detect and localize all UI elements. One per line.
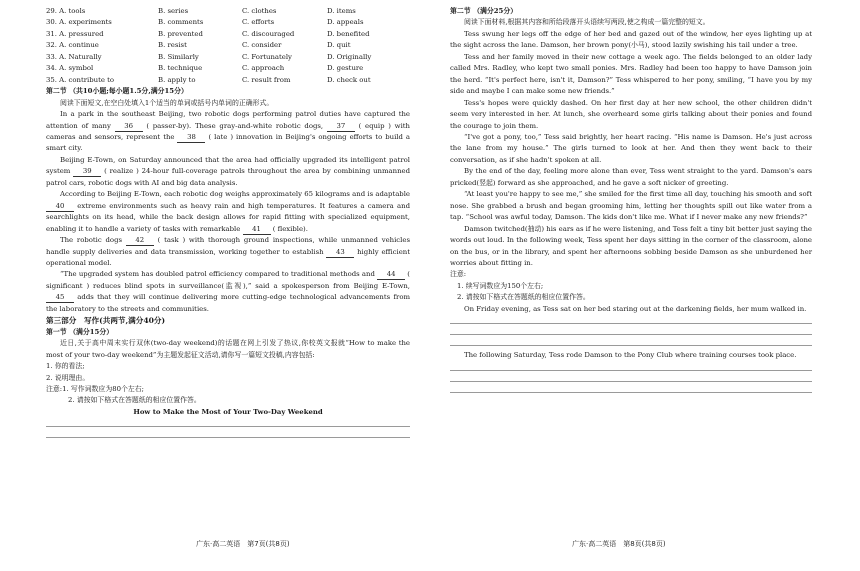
blank-41[interactable]: 41 (243, 225, 271, 235)
section2-heading: 第二节 （共10小题;每小题1.5分,满分15分） (46, 87, 188, 96)
answer-line[interactable] (450, 326, 812, 335)
question-option: B. series (158, 7, 189, 15)
question-option: D. items (327, 7, 356, 15)
question-option: B. prevented (158, 29, 203, 38)
answer-line[interactable] (450, 384, 812, 393)
continuation-start-1: On Friday evening, as Tess sat on her bed staring out at the darkening fields, her mum walked in. (464, 304, 807, 313)
question-option: C. efforts (242, 18, 275, 27)
blank-36[interactable]: 36 (115, 122, 143, 132)
note-2: 2. 请按如下格式在答题纸的相应位置作答。 (68, 396, 201, 405)
passage-paragraph: Beijing E-Town, on Saturday announced that the area had officially upgraded its intelligent patrol system 39 ( realize ) 24-hour full-coverage patrols throughout the area by combining unmanned patrol cars, robotic dogs with AI and big data analysis. (46, 155, 410, 187)
blank-37[interactable]: 37 (327, 122, 355, 132)
story-paragraph: Damson twitched(抽动) his ears as if he were listening, and Tess felt a tiny bit better just saying the words out loud. In the following week, Tess spent her days sitting in the corner of the classroom, alone on the bus, or in the library, and spent her afternoons sobbing beside Damson as she unburdened her worries about fitting in. (450, 224, 812, 267)
continuation-start-2: The following Saturday, Tess rode Damson to the Pony Club where training courses took place. (464, 351, 797, 360)
question-option: C. clothes (242, 7, 277, 15)
passage-paragraph: In a park in the southeast Beijing, two robotic dogs performing patrol duties have captured the attention of many 36 ( passer-by). These gray-and-white robotic dogs, 37 ( equip ) with cameras and sensors, represent the 38 ( late ) innovation in Beijing's ongoing efforts to build a smart city. (46, 110, 410, 153)
blank-42[interactable]: 42 (126, 236, 154, 246)
question-option: B. apply to (158, 75, 196, 84)
blank-44[interactable]: 44 (377, 270, 405, 280)
continuation-heading: 第二节 （满分25分） (450, 7, 518, 15)
question-option: C. consider (242, 41, 282, 50)
story-paragraph: Tess and her family moved in their new cottage a week ago. The fields belonged to an older lady called Mrs. Radley, who kept two small ponies. Mrs. Radley had been too happy to have Damson join the herd. “It's perfect here, isn't it, Damson?” Tess whispered to her pony, smiling, “I have you by my side and maybe I can make some new friends.” (450, 52, 812, 96)
answer-line[interactable] (450, 337, 812, 346)
question-option: C. Fortunately (242, 52, 292, 61)
question-option-a: 30. A. experiments (46, 18, 112, 27)
blank-39[interactable]: 39 (73, 167, 101, 177)
right-footer: 广东·高二英语 第8页(共8页) (572, 540, 666, 548)
note-2: 2. 请按如下格式在答题纸的相应位置作答。 (457, 293, 590, 302)
question-option: D. benefited (327, 29, 370, 38)
part3-section1-heading: 第一节 （满分15分） (46, 327, 114, 336)
right-page (450, 6, 812, 395)
story-paragraph: Tess's hopes were quickly dashed. On her first day at her new school, the other children didn't seem very interested in her. At lunch, she overheard some girls talking about their ponies and found the courage to join them. (450, 98, 812, 130)
question-option: B. Similarly (158, 52, 199, 61)
question-option-a: 34. A. symbol (46, 64, 94, 73)
essay-title: How to Make the Most of Your Two-Day Weekend (133, 407, 323, 416)
question-option: D. appeals (327, 18, 364, 27)
answer-line[interactable] (46, 429, 410, 438)
question-option: D. Originally (327, 52, 372, 61)
blank-45[interactable]: 45 (46, 293, 74, 303)
question-option: B. comments (158, 18, 204, 27)
question-option: C. result from (242, 75, 291, 84)
story-paragraph: “At least you're happy to see me,” she smiled for the first time all day, touching his smooth and soft nose. She grabbed a brush and began grooming him, letting her thoughts spill out like water from a tap. “School was awful today, Damson. The kids don't like me. What if I never make any new friends?” (450, 190, 812, 222)
left-page (46, 6, 410, 440)
question-option: C. discouraged (242, 29, 295, 38)
question-option-a: 31. A. pressured (46, 29, 104, 38)
options-grid (46, 6, 410, 86)
requirement-2: 2. 说明理由。 (46, 373, 90, 382)
answer-line[interactable] (450, 362, 812, 371)
question-option: D. quit (327, 41, 351, 50)
question-option: D. gesture (327, 64, 364, 73)
question-option: B. resist (158, 41, 187, 50)
story-paragraph: Tess swung her legs off the edge of her bed and gazed out of the window, her eyes lighting up at the sight across the lane. Damson, her brown pony(小马), stood lazily swishing his tail under a tree. (450, 29, 812, 50)
story-paragraph: By the end of the day, feeling more alone than ever, Tess went straight to the yard. Damson's ears pricked(竖起) forward as she approached, and he gave a soft nicker of greeting. (450, 167, 812, 187)
question-option-a: 35. A. contribute to (46, 75, 115, 84)
blank-43[interactable]: 43 (326, 248, 354, 258)
blank-40[interactable]: 40 (46, 202, 74, 212)
section2-instruction: 阅读下面短文,在空白处填入1个适当的单词或括号内单词的正确形式。 (60, 98, 274, 107)
question-option: B. technique (158, 64, 203, 73)
answer-line[interactable] (450, 315, 812, 324)
passage-paragraph: “The upgraded system has doubled patrol efficiency compared to traditional methods and 44 ( significant ) reduces blind spots in surveillance(监视),” said a spokesperson from Beijing E-Town, 45 adds that they will continue delivering more cutting-edge technological advancements from the laboratory to the streets and communities. (46, 270, 410, 313)
note-label: 注意: (450, 270, 467, 279)
question-option: D. check out (327, 75, 371, 84)
requirement-1: 1. 你的看法; (46, 362, 85, 371)
story-paragraph: “I've got a pony, too,” Tess said brightly, her heart racing. “His name is Damson. He's just across the lane from my house.” The girls turned to look at her. And then they went back to their conversation, as if she hadn't spoken at all. (450, 132, 812, 164)
passage-paragraph: According to Beijing E-Town, each robotic dog weighs approximately 65 kilograms and is adaptable 40 extreme environments such as heavy rain and high temperatures. It features a camera and searchlights on its head, while the back design allows for rapid fitting with specialized equipment, enabling it to handle a variety of tasks with remarkable 41 ( flexible). (46, 190, 410, 233)
answer-line[interactable] (46, 418, 410, 427)
note-1: 1. 续写词数应为150个左右; (457, 281, 544, 290)
writing-prompt: 近日,关于高中周末实行双休(two-day weekend)的话题在网上引发了热议,你校英文报就“How to make the most of your two-day weekend”为主题发起征文活动,请你写一篇短文投稿,内容包括: (46, 339, 410, 359)
question-option-a: 29. A. tools (46, 7, 86, 15)
question-option: C. approach (242, 64, 285, 73)
left-footer: 广东·高二英语 第7页(共8页) (196, 540, 290, 548)
answer-line[interactable] (450, 373, 812, 382)
continuation-instruction: 阅读下面材料,根据其内容和所给段落开头语续写两段,使之构成一篇完整的短文。 (464, 18, 710, 27)
part3-heading: 第三部分 写作(共两节,满分40分) (46, 316, 166, 326)
note-1: 注意:1. 写作词数应为80个左右; (46, 384, 144, 393)
question-option-a: 33. A. Naturally (46, 52, 102, 61)
passage-paragraph: The robotic dogs 42 ( task ) with thorough ground inspections, while unmanned vehicles handle supply deliveries and data transmission, working together to establish 43 highly efficient operational model. (46, 236, 411, 267)
question-option-a: 32. A. continue (46, 41, 99, 50)
blank-38[interactable]: 38 (177, 133, 205, 143)
